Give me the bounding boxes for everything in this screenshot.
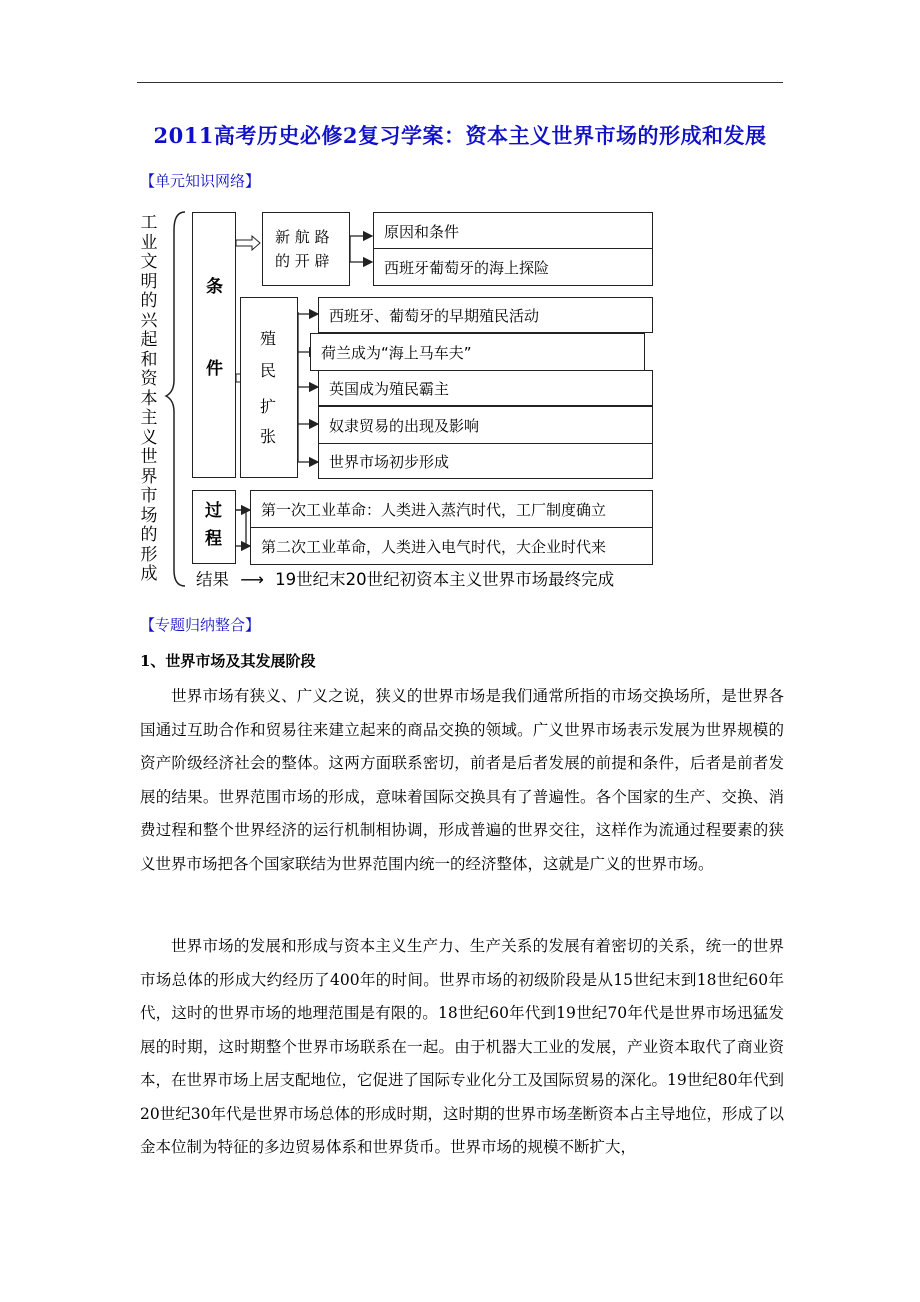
colonial-label-char: 民 <box>259 361 276 380</box>
knowledge-network-diagram <box>130 200 670 600</box>
process-item: 第二次工业革命，人类进入电气时代，大企业时代来 <box>250 527 653 565</box>
colonial-item: 奴隶贸易的出现及影响 <box>318 406 653 444</box>
result-arrow-icon: ⟶ <box>240 570 264 589</box>
diagram-result <box>196 566 614 590</box>
colonial-label-char: 扩 <box>259 397 276 416</box>
left-brace <box>166 212 185 586</box>
colonial-label-char: 张 <box>259 427 276 446</box>
section-tag-summary: 【专题归纳整合】 <box>140 616 261 634</box>
colonial-item: 世界市场初步形成 <box>318 443 653 479</box>
new-route-label: 新 航 路 <box>275 228 330 246</box>
result-text: 19世纪末20世纪初资本主义世界市场最终完成 <box>275 570 615 589</box>
condition-label-char: 条 <box>206 277 223 297</box>
new-route-box <box>262 212 350 286</box>
hollow-arrow-new-route <box>236 236 260 250</box>
condition-box <box>192 212 236 478</box>
diagram-vertical-title: 工业文明的兴起和资本主义世界市场的形成 <box>140 213 158 584</box>
process-item: 第一次工业革命：人类进入蒸汽时代，工厂制度确立 <box>250 490 653 528</box>
paragraph: 世界市场的发展和形成与资本主义生产力、生产关系的发展有着密切的关系，统一的世界市场总体的形成大约经历了400年的时间。世界市场的初级阶段是从15世纪末到18世纪60年代，这时的世界市场的地理范围是有限的。18世纪60年代到19世纪70年代是世界市场迅猛发展的时期，这时期整个世界市场联系在一起。由于机器大工业的发展，产业资本取代了商业资本，在世界市场上居支配地位，它促进了国际专业化分工及国际贸易的深化。19世纪80年代到20世纪30年代是世界市场总体的形成时期，这时期的世界市场垄断资本占主导地位，形成了以金本位制为特征的多边贸易体系和世界货币。世界市场的规模不断扩大， <box>140 937 784 1156</box>
section-tag-knowledge-network: 【单元知识网络】 <box>140 172 261 190</box>
header-rule <box>137 82 783 83</box>
colonial-label-char: 殖 <box>259 329 276 348</box>
colonial-item: 荷兰成为“海上马车夫” <box>310 333 645 371</box>
process-label-char: 过 <box>205 501 222 521</box>
process-label-char: 程 <box>205 529 222 549</box>
new-route-item: 西班牙葡萄牙的海上探险 <box>373 248 653 286</box>
page-title: 2011高考历史必修2复习学案：资本主义世界市场的形成和发展 <box>153 123 767 148</box>
colonial-item: 西班牙、葡萄牙的早期殖民活动 <box>318 297 653 333</box>
section-heading: 1、世界市场及其发展阶段 <box>140 652 316 670</box>
paragraph: 世界市场有狭义、广义之说，狭义的世界市场是我们通常所指的市场交换场所，是世界各国通过互助合作和贸易往来建立起来的商品交换的领域。广义世界市场表示发展为世界规模的资产阶级经济社会的整体。这两方面联系密切，前者是后者发展的前提和条件，后者是前者发展的结果。世界范围市场的形成，意味着国际交换具有了普遍性。各个国家的生产、交换、消费过程和整个世界经济的运行机制相协调，形成普遍的世界交往，这样作为流通过程要素的狭义世界市场把各个国家联结为世界范围内统一的经济整体，这就是广义的世界市场。 <box>140 687 784 873</box>
new-route-item: 原因和条件 <box>373 212 653 250</box>
result-label: 结果 <box>196 570 229 589</box>
new-route-label: 的 开 辟 <box>275 252 330 270</box>
colonial-item: 英国成为殖民霸主 <box>318 370 653 406</box>
condition-label-char: 件 <box>206 359 223 379</box>
